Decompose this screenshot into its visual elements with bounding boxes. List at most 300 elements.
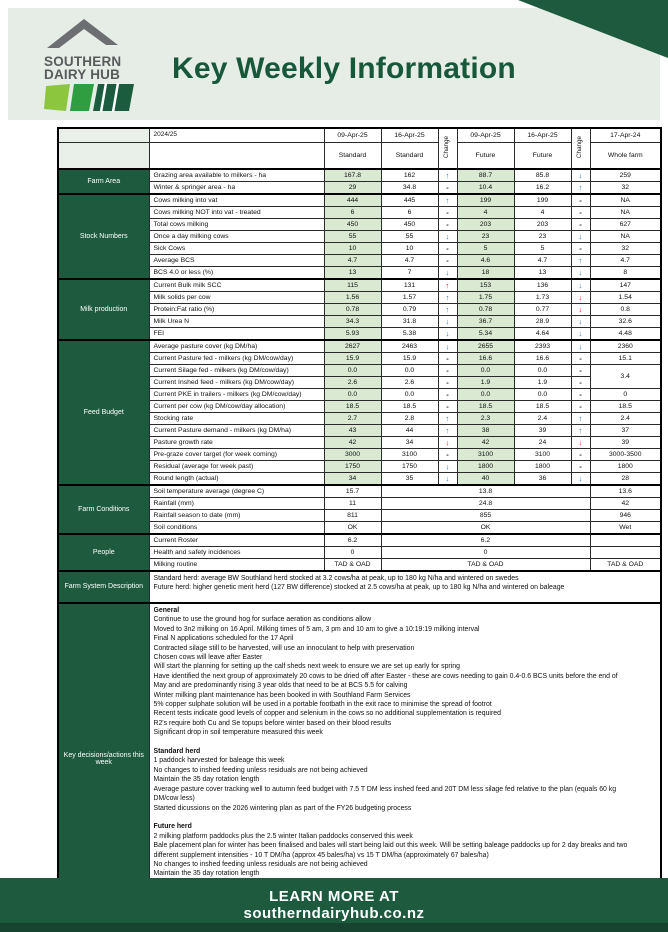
value-cell xyxy=(590,534,661,547)
metric-label: BCS 4.0 or less (%) xyxy=(149,267,324,280)
value-cell: 5.34 xyxy=(457,328,514,341)
value-cell: 15.7 xyxy=(324,485,381,498)
value-cell: 34.3 xyxy=(324,316,381,328)
value-cell: 18.5 xyxy=(514,401,571,413)
table-row xyxy=(58,304,661,316)
header-date-cell: 17-Apr-24 xyxy=(590,128,661,143)
value-cell: 34 xyxy=(381,437,438,449)
footer-band xyxy=(0,878,668,932)
value-cell: 1.54 xyxy=(590,292,661,304)
value-cell: 136 xyxy=(514,279,571,292)
footer-website-link[interactable]: southerndairyhub.co.nz xyxy=(243,905,425,922)
change-dash: - xyxy=(438,389,457,401)
key-decisions-line: DM/cow less) xyxy=(153,795,195,803)
key-decisions-line: Have identified the next group of approximately 20 cows to be dried off after Easter - these are cows needing to gain 0.4-0.6 BCS units before the end of xyxy=(153,672,618,680)
metric-label: Soil temperature average (degree C) xyxy=(149,485,324,498)
value-cell: 5.38 xyxy=(381,328,438,341)
change-up-arrow-icon: ↑ xyxy=(571,255,590,267)
value-cell: 450 xyxy=(381,219,438,231)
value-cell: 35 xyxy=(381,473,438,486)
value-cell: 15.9 xyxy=(381,353,438,365)
change-down-arrow-icon: ↓ xyxy=(571,437,590,449)
change-down-arrow-icon: ↓ xyxy=(571,328,590,341)
value-cell: OK xyxy=(324,522,381,535)
value-cell: 6 xyxy=(324,207,381,219)
table-header xyxy=(58,128,661,169)
value-cell: 18.5 xyxy=(381,401,438,413)
table-row xyxy=(58,522,661,535)
metric-label: Soil conditions xyxy=(149,522,324,535)
value-cell: 203 xyxy=(514,219,571,231)
logo-green-stripes-icon xyxy=(44,83,136,113)
table-row xyxy=(58,534,661,547)
value-cell: 3000 xyxy=(324,449,381,461)
value-cell: 28 xyxy=(590,473,661,486)
value-cell: 4 xyxy=(514,207,571,219)
header-corner-cell xyxy=(58,128,149,143)
header-change-label xyxy=(438,128,457,169)
value-cell: 2.8 xyxy=(381,413,438,425)
header-date-cell: 16-Apr-25 xyxy=(381,128,438,143)
value-cell: TAD & OAD xyxy=(324,559,381,572)
metric-label: FEI xyxy=(149,328,324,341)
value-cell: 40 xyxy=(457,473,514,486)
change-up-arrow-icon: ↑ xyxy=(438,292,457,304)
value-cell: 4.7 xyxy=(590,255,661,267)
value-cell: 5 xyxy=(457,243,514,255)
value-cell: 15.1 xyxy=(590,353,661,365)
value-cell: 18.5 xyxy=(457,401,514,413)
value-cell: 1.75 xyxy=(457,292,514,304)
value-cell: 2.7 xyxy=(324,413,381,425)
value-cell: 39 xyxy=(590,437,661,449)
key-decisions-line: 1 paddock harvested for baleage this week xyxy=(153,757,285,765)
header-herd-cell: Standard xyxy=(381,143,438,170)
change-down-arrow-icon: ↓ xyxy=(571,340,590,353)
value-cell: 4.64 xyxy=(514,328,571,341)
value-cell: 36.7 xyxy=(457,316,514,328)
table-row xyxy=(58,169,661,182)
metric-label: Current Pasture demand - milkers (kg DM/ha) xyxy=(149,425,324,437)
value-cell: 2.4 xyxy=(514,413,571,425)
table-row xyxy=(58,559,661,572)
table-row xyxy=(58,255,661,267)
value-cell: 4.48 xyxy=(590,328,661,341)
header-date-cell: 09-Apr-25 xyxy=(457,128,514,143)
key-decisions-line: Winter milking plant maintenance has been booked in with Southland Farm Services xyxy=(153,691,411,699)
change-up-arrow-icon: ↑ xyxy=(438,194,457,207)
value-cell: 0 xyxy=(590,389,661,401)
value-cell: 131 xyxy=(381,279,438,292)
change-dash: - xyxy=(438,219,457,231)
value-cell: 24 xyxy=(514,437,571,449)
value-cell: 2.6 xyxy=(381,377,438,389)
value-cell: 34 xyxy=(324,473,381,486)
value-cell: 4.7 xyxy=(514,255,571,267)
value-cell: 10 xyxy=(381,243,438,255)
change-up-arrow-icon: ↑ xyxy=(438,304,457,316)
logo-text-line1: SOUTHERN xyxy=(44,54,122,69)
value-cell: 18.5 xyxy=(324,401,381,413)
key-decisions-line: Continue to use the ground hog for surface aeration as conditions allow xyxy=(153,616,372,624)
value-cell: 8 xyxy=(590,267,661,280)
change-dash: - xyxy=(438,365,457,377)
section-label: Key decisions/actions this week xyxy=(58,603,149,915)
value-cell: 13 xyxy=(514,267,571,280)
value-cell: 1.9 xyxy=(457,377,514,389)
change-up-arrow-icon: ↑ xyxy=(571,413,590,425)
metric-label: Grazing area available to milkers - ha xyxy=(149,169,324,182)
change-dash: - xyxy=(438,401,457,413)
key-decisions-line: Final N applications scheduled for the 17 April xyxy=(153,635,294,643)
table-row xyxy=(58,292,661,304)
metric-label: Pre-graze cover target (for week coming) xyxy=(149,449,324,461)
table-row xyxy=(58,182,661,195)
value-cell: 3100 xyxy=(381,449,438,461)
metric-label: Rainfall (mm) xyxy=(149,498,324,510)
value-cell: 445 xyxy=(381,194,438,207)
value-cell: 1800 xyxy=(590,461,661,473)
value-cell: NA xyxy=(590,207,661,219)
value-cell: 2360 xyxy=(590,340,661,353)
value-cell: 43 xyxy=(324,425,381,437)
header-herd-cell: Whole farm xyxy=(590,143,661,170)
header-change-label-text: Change xyxy=(576,136,584,159)
page-title: Key Weekly Information xyxy=(172,52,516,85)
value-cell: 1800 xyxy=(457,461,514,473)
metric-label: Cows milking NOT into vat - treated xyxy=(149,207,324,219)
table-row xyxy=(58,437,661,449)
header-date-cell: 09-Apr-25 xyxy=(324,128,381,143)
metric-label: Current Roster xyxy=(149,534,324,547)
value-cell: 44 xyxy=(381,425,438,437)
farm-system-line: Future herd: higher genetic merit herd (127 BW difference) stocked at 2.5 cows/ha at peak, up to 180 kg N/ha and wintered on baleage xyxy=(153,584,565,592)
value-cell: TAD & OAD xyxy=(590,559,661,572)
value-cell: 1750 xyxy=(381,461,438,473)
change-down-arrow-icon: ↓ xyxy=(571,279,590,292)
farm-system-line: Standard herd: average BW Southland herd stocked at 3.2 cows/ha at peak, up to 180 kg N/ha and wintered on swedes xyxy=(153,575,519,582)
key-decisions-line: May and are predominantly rising 3 year olds that need to be at BCS 5.5 for calving xyxy=(153,682,408,690)
value-cell: 13 xyxy=(324,267,381,280)
header-season-cell: 2024/25 xyxy=(149,128,324,143)
header-blank-cell xyxy=(149,143,324,170)
value-cell: 13.6 xyxy=(590,485,661,498)
table-row xyxy=(58,449,661,461)
value-cell: 0.0 xyxy=(324,365,381,377)
section-label: People xyxy=(58,534,149,571)
value-cell: 5.93 xyxy=(324,328,381,341)
value-cell: 153 xyxy=(457,279,514,292)
value-cell-merged: TAD & OAD xyxy=(381,559,590,572)
change-down-arrow-icon: ↓ xyxy=(438,437,457,449)
value-cell: 37 xyxy=(590,425,661,437)
value-cell: 811 xyxy=(324,510,381,522)
table-row xyxy=(58,425,661,437)
value-cell: 0.78 xyxy=(457,304,514,316)
change-dash: - xyxy=(438,255,457,267)
key-decisions-line xyxy=(154,813,657,822)
value-cell: 2393 xyxy=(514,340,571,353)
change-down-arrow-icon: ↓ xyxy=(438,340,457,353)
section-label: Stock Numbers xyxy=(58,194,149,279)
value-cell: 23 xyxy=(514,231,571,243)
value-cell: 6 xyxy=(381,207,438,219)
value-cell: 28.9 xyxy=(514,316,571,328)
value-cell: 1.9 xyxy=(514,377,571,389)
change-down-arrow-icon: ↓ xyxy=(571,316,590,328)
value-cell: 0.78 xyxy=(324,304,381,316)
metric-label: Current Inshed feed - milkers (kg DM/cow/day) xyxy=(149,377,324,389)
value-cell: 29 xyxy=(324,182,381,195)
table-row xyxy=(58,353,661,365)
value-cell: 147 xyxy=(590,279,661,292)
table-row xyxy=(58,401,661,413)
change-down-arrow-icon: ↓ xyxy=(571,231,590,243)
value-cell: 16.6 xyxy=(514,353,571,365)
change-down-arrow-icon: ↓ xyxy=(438,473,457,486)
value-cell: 3.4 xyxy=(590,365,661,389)
value-cell: 444 xyxy=(324,194,381,207)
value-cell: 42 xyxy=(324,437,381,449)
table-row xyxy=(58,485,661,498)
value-cell-merged: 855 xyxy=(381,510,590,522)
section-label: Farm Conditions xyxy=(58,485,149,534)
table-row xyxy=(58,279,661,292)
value-cell: 0 xyxy=(324,547,381,559)
value-cell: 115 xyxy=(324,279,381,292)
value-cell: 6.2 xyxy=(324,534,381,547)
value-cell: 450 xyxy=(324,219,381,231)
change-down-arrow-icon: ↓ xyxy=(438,461,457,473)
change-dash: - xyxy=(438,449,457,461)
value-cell-merged: OK xyxy=(381,522,590,535)
change-up-arrow-icon: ↑ xyxy=(571,425,590,437)
value-cell: 10.4 xyxy=(457,182,514,195)
change-dash: - xyxy=(571,353,590,365)
key-decisions-line: Average pasture cover tracking well to autumn feed budget with 7.5 T DM less inshed feed and 20T DM less silage fed relative to the plan (equals 60 kg xyxy=(153,785,617,793)
value-cell: 10 xyxy=(324,243,381,255)
metric-label: Winter & springer area - ha xyxy=(149,182,324,195)
value-cell: 167.8 xyxy=(324,169,381,182)
value-cell: 4.7 xyxy=(324,255,381,267)
metric-label: Average pasture cover (kg DM/ha) xyxy=(149,340,324,353)
key-decisions-line: 2 milking platform paddocks plus the 2.5 winter Italian paddocks conserved this week xyxy=(153,832,413,840)
change-down-arrow-icon: ↓ xyxy=(571,267,590,280)
header-change-label xyxy=(571,128,590,169)
value-cell: 55 xyxy=(324,231,381,243)
value-cell: 1800 xyxy=(514,461,571,473)
section-label: Feed Budget xyxy=(58,340,149,485)
value-cell: 38 xyxy=(457,425,514,437)
key-decisions-line: Will start the planning for setting up the calf sheds next week to ensure we are set up early for spring xyxy=(153,663,460,671)
change-up-arrow-icon: ↑ xyxy=(438,413,457,425)
table-row xyxy=(58,461,661,473)
value-cell: 16.2 xyxy=(514,182,571,195)
value-cell: 3100 xyxy=(457,449,514,461)
key-decisions-row xyxy=(58,603,661,915)
key-decisions-line: Recent tests indicate good levels of copper and selenium in the cows so no additional supplementation is required xyxy=(153,710,501,718)
key-decisions-line: different supplement intensities - 10 T DM/ha (approx 45 bales/ha) vs 15 T DM/ha (approximately 67 bales/ha) xyxy=(153,851,489,859)
value-cell: 31.8 xyxy=(381,316,438,328)
value-cell: 4.7 xyxy=(381,255,438,267)
header-herd-cell: Future xyxy=(457,143,514,170)
table-row xyxy=(58,377,661,389)
metric-label: Total cows milking xyxy=(149,219,324,231)
farm-system-row xyxy=(58,571,661,603)
metric-label: Current PKE in trailers - milkers (kg DM/cow/day) xyxy=(149,389,324,401)
metric-label: Residual (average for week past) xyxy=(149,461,324,473)
change-down-arrow-icon: ↓ xyxy=(571,304,590,316)
value-cell: 4 xyxy=(457,207,514,219)
table-row xyxy=(58,219,661,231)
key-decisions-line: General xyxy=(153,607,180,614)
change-dash: - xyxy=(571,219,590,231)
key-decisions-line: Future herd xyxy=(153,823,192,831)
metric-label: Protein:Fat ratio (%) xyxy=(149,304,324,316)
table-row xyxy=(58,498,661,510)
value-cell xyxy=(590,547,661,559)
value-cell: 0.77 xyxy=(514,304,571,316)
value-cell: 199 xyxy=(514,194,571,207)
value-cell: 55 xyxy=(381,231,438,243)
value-cell: 42 xyxy=(590,498,661,510)
key-decisions-line: No changes to inshed feeding unless residuals are not being achieved xyxy=(153,860,368,868)
metric-label: Sick Cows xyxy=(149,243,324,255)
header-herd-cell: Standard xyxy=(324,143,381,170)
metric-label: Average BCS xyxy=(149,255,324,267)
table-row xyxy=(58,340,661,353)
change-dash: - xyxy=(571,449,590,461)
value-cell-merged: 0 xyxy=(381,547,590,559)
change-dash: - xyxy=(571,194,590,207)
value-cell: NA xyxy=(590,194,661,207)
corner-triangle-decoration xyxy=(518,0,668,58)
value-cell: 199 xyxy=(457,194,514,207)
section-label: Farm System Description xyxy=(58,571,149,603)
value-cell: Wet xyxy=(590,522,661,535)
metric-label: Milk solids per cow xyxy=(149,292,324,304)
value-cell: 0.0 xyxy=(514,389,571,401)
section-label: Milk production xyxy=(58,279,149,340)
change-dash: - xyxy=(571,389,590,401)
logo-roof-icon xyxy=(44,16,136,50)
footer-learn-more-text: LEARN MORE AT xyxy=(269,888,399,905)
change-up-arrow-icon: ↑ xyxy=(571,182,590,195)
change-dash: - xyxy=(438,377,457,389)
table-row xyxy=(58,194,661,207)
metric-label: Stocking rate xyxy=(149,413,324,425)
key-weekly-information-table xyxy=(57,127,662,916)
value-cell: 16.6 xyxy=(457,353,514,365)
change-down-arrow-icon: ↓ xyxy=(571,292,590,304)
change-down-arrow-icon: ↓ xyxy=(438,328,457,341)
key-decisions-line: Bale placement plan for winter has been finalised and bales will start being laid out this week. Will be setting baleage paddocks up for 2 day breaks and two xyxy=(153,842,628,850)
header-row-subtitles xyxy=(58,143,661,170)
header-row-dates xyxy=(58,128,661,143)
change-dash: - xyxy=(438,353,457,365)
value-cell: 36 xyxy=(514,473,571,486)
key-decisions-line: R2's require both Cu and Se topups before winter based on their blood results xyxy=(153,719,392,727)
change-up-arrow-icon: ↑ xyxy=(438,425,457,437)
metric-label: Current Silage fed - milkers (kg DM/cow/day) xyxy=(149,365,324,377)
metric-label: Health and safety incidences xyxy=(149,547,324,559)
table-row xyxy=(58,413,661,425)
change-down-arrow-icon: ↓ xyxy=(438,316,457,328)
value-cell: 85.8 xyxy=(514,169,571,182)
value-cell: 0.0 xyxy=(457,365,514,377)
value-cell: 32 xyxy=(590,182,661,195)
change-down-arrow-icon: ↓ xyxy=(438,231,457,243)
change-dash: - xyxy=(438,243,457,255)
value-cell: 1.57 xyxy=(381,292,438,304)
metric-label: Milking routine xyxy=(149,559,324,572)
value-cell: 4.6 xyxy=(457,255,514,267)
metric-label: Milk Urea N xyxy=(149,316,324,328)
metric-label: Once a day milking cows xyxy=(149,231,324,243)
value-cell: 88.7 xyxy=(457,169,514,182)
value-cell: 162 xyxy=(381,169,438,182)
value-cell: 0.0 xyxy=(457,389,514,401)
header-herd-cell: Future xyxy=(514,143,571,170)
value-cell: 2.6 xyxy=(324,377,381,389)
value-cell: 11 xyxy=(324,498,381,510)
metric-label: Current Bulk milk SCC xyxy=(149,279,324,292)
value-cell: 2463 xyxy=(381,340,438,353)
change-dash: - xyxy=(571,243,590,255)
table-row xyxy=(58,389,661,401)
change-up-arrow-icon: ↑ xyxy=(438,279,457,292)
value-cell: 3000-3500 xyxy=(590,449,661,461)
value-cell: 18.5 xyxy=(590,401,661,413)
value-cell: NA xyxy=(590,231,661,243)
farm-system-text xyxy=(149,571,661,603)
value-cell: 1.56 xyxy=(324,292,381,304)
metric-label: Cows milking into vat xyxy=(149,194,324,207)
value-cell: 15.9 xyxy=(324,353,381,365)
header-corner-cell xyxy=(58,143,149,170)
value-cell: 0.0 xyxy=(381,389,438,401)
value-cell: 5 xyxy=(514,243,571,255)
change-up-arrow-icon: ↑ xyxy=(438,169,457,182)
change-dash: - xyxy=(438,182,457,195)
value-cell: 23 xyxy=(457,231,514,243)
key-decisions-line: Moved to 3n2 milking on 16 April. Milking times of 5 am, 3 pm and 10 am to give a 10:19:19 milking interval xyxy=(153,625,480,633)
table-row xyxy=(58,328,661,341)
value-cell: 946 xyxy=(590,510,661,522)
value-cell: 0.79 xyxy=(381,304,438,316)
value-cell: 0.0 xyxy=(381,365,438,377)
value-cell-merged: 6.2 xyxy=(381,534,590,547)
change-down-arrow-icon: ↓ xyxy=(571,169,590,182)
value-cell: 2627 xyxy=(324,340,381,353)
key-decisions-text xyxy=(149,603,661,915)
value-cell: 627 xyxy=(590,219,661,231)
value-cell: 32.6 xyxy=(590,316,661,328)
value-cell: 2.4 xyxy=(590,413,661,425)
change-dash: - xyxy=(438,207,457,219)
key-decisions-line: No changes to inshed feeding unless residuals are not being achieved xyxy=(153,766,368,774)
table-body xyxy=(58,169,661,915)
table-row xyxy=(58,473,661,486)
change-down-arrow-icon: ↓ xyxy=(571,473,590,486)
value-cell: 18 xyxy=(457,267,514,280)
value-cell: 34.8 xyxy=(381,182,438,195)
key-decisions-line: 5% copper sulphate solution will be used in a portable footbath in the exit race to minimise the spread of footrot xyxy=(153,701,492,709)
value-cell: 42 xyxy=(457,437,514,449)
change-dash: - xyxy=(571,377,590,389)
value-cell: 203 xyxy=(457,219,514,231)
metric-label: Current Pasture fed - milkers (kg DM/cow/day) xyxy=(149,353,324,365)
